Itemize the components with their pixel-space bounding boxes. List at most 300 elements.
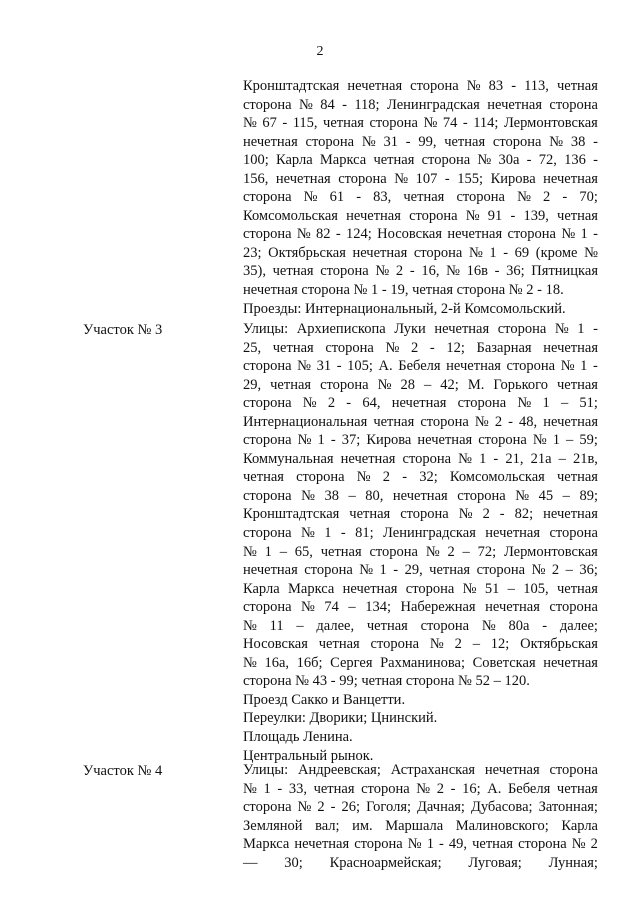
text-line (243, 262, 598, 281)
word: № (423, 115, 438, 132)
word: - (593, 226, 598, 243)
word: сторона (304, 562, 353, 579)
word: 72; (477, 543, 497, 560)
word: нечетная (392, 487, 448, 504)
word: сторона (410, 78, 459, 94)
word: Красноармейская; (329, 854, 442, 871)
word: 1 (317, 432, 325, 449)
word: - (593, 152, 598, 169)
word: им. (352, 817, 373, 834)
word: 1 (580, 226, 588, 243)
word: сторона (476, 562, 526, 579)
word: № (517, 395, 532, 412)
word: № (377, 376, 392, 393)
word: № (243, 780, 257, 797)
word: - (282, 115, 288, 132)
word: - (493, 450, 499, 467)
word: 2 (543, 189, 551, 206)
word: 21, (505, 450, 524, 467)
word: сторона (338, 170, 387, 187)
text-line (243, 817, 598, 836)
word: 91 (487, 207, 503, 224)
text-line (243, 598, 598, 617)
word: 1 (264, 543, 272, 560)
word: сторона (361, 780, 410, 797)
word: - (562, 189, 568, 206)
word: нечетная (243, 562, 298, 579)
word: № (532, 432, 547, 449)
word: Набережная (400, 599, 476, 616)
word: сторона (507, 226, 556, 243)
word: сторона (370, 636, 420, 653)
word: четная (243, 469, 284, 486)
word: 2 (317, 799, 325, 816)
top-block-text (243, 77, 598, 318)
word: - (526, 152, 532, 169)
word: М. (467, 376, 485, 393)
section-3-label: Участок № 3 (83, 322, 163, 338)
word: – (279, 543, 287, 560)
word: - (336, 358, 342, 375)
word: сторона (549, 599, 598, 616)
word: 16, (421, 263, 440, 280)
word: четная (429, 562, 471, 579)
word: – (348, 599, 356, 616)
word: 113, (524, 78, 549, 94)
word: - (277, 780, 283, 797)
word: - (439, 836, 444, 853)
word: Лермонтовская (503, 115, 598, 132)
section-3-text (243, 320, 598, 765)
word: сторона (243, 395, 292, 412)
word: Андреевская; (297, 762, 381, 778)
word: – (462, 543, 470, 560)
word: 23; (243, 244, 262, 261)
word: нечетная (543, 339, 598, 356)
word: Кирова (490, 170, 536, 187)
word: четная (349, 506, 391, 523)
word: Кронштадтская (243, 506, 340, 523)
word: 30а (498, 152, 520, 169)
word: 12; (490, 636, 510, 653)
word: - (593, 321, 598, 337)
word: - (346, 395, 352, 412)
word: 83 (488, 78, 504, 94)
word: нечетная (543, 506, 598, 523)
word: 11 (269, 617, 284, 634)
word: сторона (549, 96, 598, 113)
word: Октябрьская (520, 636, 598, 653)
word: сторона (325, 339, 374, 356)
word: № (297, 358, 311, 375)
word: четная (403, 189, 445, 206)
text-line (243, 151, 598, 170)
word: 37; (341, 432, 361, 449)
word: - (342, 96, 347, 113)
text-line (243, 320, 598, 339)
word: № (243, 654, 257, 671)
word: Улицы: (243, 762, 289, 778)
word: 2 (494, 413, 503, 430)
text-line (243, 561, 598, 580)
word: 105; (347, 358, 373, 375)
word: сторона (320, 376, 369, 393)
word: сторона (506, 358, 556, 375)
word: 21в, (572, 450, 598, 467)
word: 28 (400, 376, 415, 393)
word: № (462, 580, 477, 597)
word: сторона (409, 207, 458, 224)
word: - (402, 469, 408, 486)
word: – (424, 376, 432, 393)
word: далее; (559, 617, 598, 634)
word: нечетная (243, 133, 298, 150)
word: 115, (292, 115, 318, 132)
word: - (444, 170, 450, 187)
word: № (549, 133, 564, 150)
word: - (405, 133, 411, 150)
word: - (330, 799, 336, 816)
word: 84 (320, 96, 335, 113)
word: 35), (243, 263, 266, 280)
word: 26; (341, 799, 361, 816)
word: Маркса (288, 580, 335, 597)
word: - (510, 207, 516, 224)
word: сторона (492, 133, 542, 150)
word: 61 (329, 189, 345, 206)
word: Ленинградская (387, 96, 480, 113)
text-line: Проезды: Интернациональный, 2-й Комсомольский. (243, 300, 566, 317)
text-line (243, 413, 598, 432)
word: - (330, 432, 336, 449)
word: 16б; (296, 654, 323, 671)
word: 1 (426, 836, 434, 853)
word: сторона (243, 358, 292, 375)
word: Советская (472, 654, 536, 671)
word: Рахманинова; (380, 654, 466, 671)
word: – (562, 487, 570, 504)
word: Пятницкая (531, 263, 598, 280)
text-line (243, 654, 598, 673)
word: 25, (243, 339, 262, 356)
word: № (359, 562, 374, 579)
word: - (593, 133, 598, 150)
word: - (450, 780, 456, 797)
word: - (499, 506, 505, 523)
word: - (508, 413, 513, 430)
word: № (458, 450, 472, 467)
word: Комсомольская (243, 207, 338, 224)
word: четная (272, 339, 314, 356)
word: 1 (324, 525, 332, 542)
text-line (243, 77, 598, 96)
word: 81; (355, 525, 374, 542)
text-line: сторона № 43 - 99; четная сторона № 52 – 120. (243, 673, 530, 690)
word: Октябрьская (268, 244, 346, 261)
word: четная (556, 780, 598, 797)
word: четная (270, 376, 312, 393)
word: Носовская (243, 636, 308, 653)
word: 67 (262, 115, 277, 132)
text-line (243, 798, 598, 817)
word: нечетная (294, 836, 350, 853)
word: № (474, 413, 489, 430)
word: 155; (457, 170, 484, 187)
word: Лунная; (548, 854, 598, 871)
word: сторона (243, 525, 292, 542)
word: Кирова (366, 432, 412, 449)
word: нечетная (447, 226, 503, 243)
word: четная (272, 263, 314, 280)
word: 118; (354, 96, 380, 113)
word: 2 (436, 780, 444, 797)
word: Комсомольская (449, 469, 545, 486)
word: сторона (243, 96, 292, 113)
word: сторона (243, 226, 292, 243)
word: № (356, 469, 371, 486)
word: - (462, 115, 468, 132)
text-line (243, 854, 598, 873)
text-line (243, 170, 598, 189)
word: нечетная (352, 244, 408, 261)
word: нечетная (543, 413, 598, 430)
word: – (348, 487, 356, 504)
word: 70; (579, 189, 598, 206)
word: - (593, 358, 598, 375)
word: 114; (473, 115, 499, 132)
word: 38 (324, 487, 339, 504)
word: сторона (400, 506, 449, 523)
word: № (297, 432, 312, 449)
text-line: Проезд Сакко и Ванцетти. (243, 691, 406, 708)
word: 74 (442, 115, 458, 132)
word: сторона (369, 115, 418, 132)
text-line (243, 635, 598, 654)
word: 139, (523, 207, 549, 224)
word: - (393, 562, 399, 579)
text-line (243, 505, 598, 524)
word: 1 (577, 321, 585, 337)
word: сторона (549, 525, 598, 542)
word: нечетная (342, 580, 398, 597)
text-line (243, 207, 598, 226)
word: № (303, 189, 318, 206)
word: № (300, 525, 315, 542)
text-line (243, 431, 598, 450)
text-line (243, 835, 598, 854)
word: Затонная; (538, 799, 598, 816)
word: Карла (276, 152, 313, 169)
word: 1 (580, 358, 588, 375)
word: 31 (383, 133, 398, 150)
word: четная (556, 78, 598, 94)
word: № (531, 562, 546, 579)
word: нечетная (484, 762, 540, 778)
text-line (243, 225, 598, 244)
page-number: 2 (316, 44, 324, 59)
word: – (560, 395, 569, 412)
word: 2 (447, 543, 455, 560)
word: – (296, 617, 304, 634)
word: 105, (523, 580, 549, 597)
word: нечетная (487, 96, 542, 113)
word: сторона (456, 189, 505, 206)
word: сторона (420, 617, 470, 634)
word: Дубасова; (470, 799, 533, 816)
word: сторона (478, 432, 527, 449)
word: сторона (497, 321, 547, 337)
word: Интернациональная (243, 413, 368, 430)
text-line (243, 580, 598, 599)
word: № (302, 395, 317, 412)
word: 89; (579, 487, 598, 504)
word: 36; (506, 263, 525, 280)
text-line (243, 780, 598, 799)
word: нечетная (346, 207, 401, 224)
word: Карла (561, 817, 598, 834)
text-line: Площадь Ленина. (243, 729, 353, 746)
word: 49, (448, 836, 468, 853)
word: нечетная (434, 321, 490, 337)
word: (кроме (535, 244, 578, 261)
word: № (584, 244, 598, 261)
word: 2 (327, 395, 336, 412)
word: Сергея (330, 654, 373, 671)
word: четная (318, 636, 360, 653)
word: № (243, 617, 257, 634)
word: 2 (382, 469, 391, 486)
word: сторона (413, 244, 463, 261)
word: - (340, 525, 346, 542)
word: 74 (324, 599, 339, 616)
word: четная (444, 133, 486, 150)
section-4-text (243, 761, 598, 872)
word: 45 (538, 487, 554, 504)
word: сторона (305, 133, 355, 150)
word: Горького (493, 376, 548, 393)
word: четная (472, 836, 514, 853)
word: 82 (316, 226, 331, 243)
word: Носовская (377, 226, 443, 243)
word: – (472, 636, 480, 653)
text-line (243, 188, 598, 207)
word: № (296, 226, 311, 243)
word: Ленинградская (383, 525, 476, 542)
word: № (468, 244, 483, 261)
word: вал; (315, 817, 340, 834)
word: 82; (514, 506, 534, 523)
word: нечетная (340, 450, 396, 467)
text-line (243, 394, 598, 413)
word: 12; (446, 339, 465, 356)
word: 69 (514, 244, 530, 261)
word: 134; (365, 599, 391, 616)
text-line: Переулки: Дворики; Цнинский. (243, 710, 438, 727)
word: 16а, (264, 654, 289, 671)
word: № (361, 133, 376, 150)
word: № (571, 836, 586, 853)
word: Лермонтовская (503, 543, 598, 560)
word: 136 (564, 152, 586, 169)
word: нечетная (485, 525, 541, 542)
word: № (554, 321, 569, 337)
word: Бебеля (398, 358, 441, 375)
word: сторона (405, 580, 455, 597)
word: 64, (362, 395, 381, 412)
text-line (243, 617, 598, 636)
word: сторона (420, 413, 469, 430)
word: далее, (316, 617, 355, 634)
section-4-label: Участок № 4 (83, 763, 163, 779)
word: Архиепископа (296, 321, 386, 337)
word: нечетная (485, 599, 540, 616)
word: сторона (402, 450, 452, 467)
word: 2 (411, 339, 419, 356)
word: - (494, 263, 500, 280)
text-line (243, 468, 598, 487)
text-line (243, 339, 598, 358)
word: - (335, 226, 341, 243)
word: сторона (243, 799, 292, 816)
word: 2 (454, 636, 462, 653)
word: сторона (320, 263, 369, 280)
word: 42; (440, 376, 459, 393)
word: – (558, 450, 566, 467)
word: 38 (570, 133, 586, 150)
word: 99, (418, 133, 437, 150)
word: 36; (579, 562, 598, 579)
word: 29, (404, 562, 423, 579)
word: сторона (369, 543, 418, 560)
word: нечетная (417, 432, 473, 449)
text-line (243, 543, 598, 562)
word: сторона (243, 487, 292, 504)
word: сторона (549, 762, 598, 778)
word: № (385, 339, 400, 356)
word: 21а (530, 450, 552, 467)
word: № (394, 170, 409, 187)
word: – (566, 432, 574, 449)
word: № (429, 636, 444, 653)
word: 107 (415, 170, 438, 187)
word: № (517, 189, 531, 206)
word: № (561, 226, 576, 243)
word: сторона (457, 395, 507, 412)
word: четная (373, 413, 415, 430)
word: 29, (243, 376, 262, 393)
word: 80, (365, 487, 384, 504)
word: 83, (373, 189, 392, 206)
word: А. (378, 358, 393, 375)
word: Земляной (243, 817, 303, 834)
word: 59; (579, 432, 598, 449)
word: № (243, 115, 257, 132)
word: четная (323, 115, 364, 132)
word: 2 (395, 263, 404, 280)
word: Улицы: (243, 321, 289, 337)
word: - (409, 263, 415, 280)
word: сторона (518, 836, 567, 853)
word: – (507, 580, 515, 597)
word: 2 (551, 562, 560, 579)
word: Астраханская (390, 762, 476, 778)
word: нечетная (391, 395, 447, 412)
word: четная (320, 543, 362, 560)
word: 31 (316, 358, 332, 375)
word: Дачная; (417, 799, 465, 816)
word: № (481, 617, 496, 634)
word: 100; (243, 152, 269, 169)
